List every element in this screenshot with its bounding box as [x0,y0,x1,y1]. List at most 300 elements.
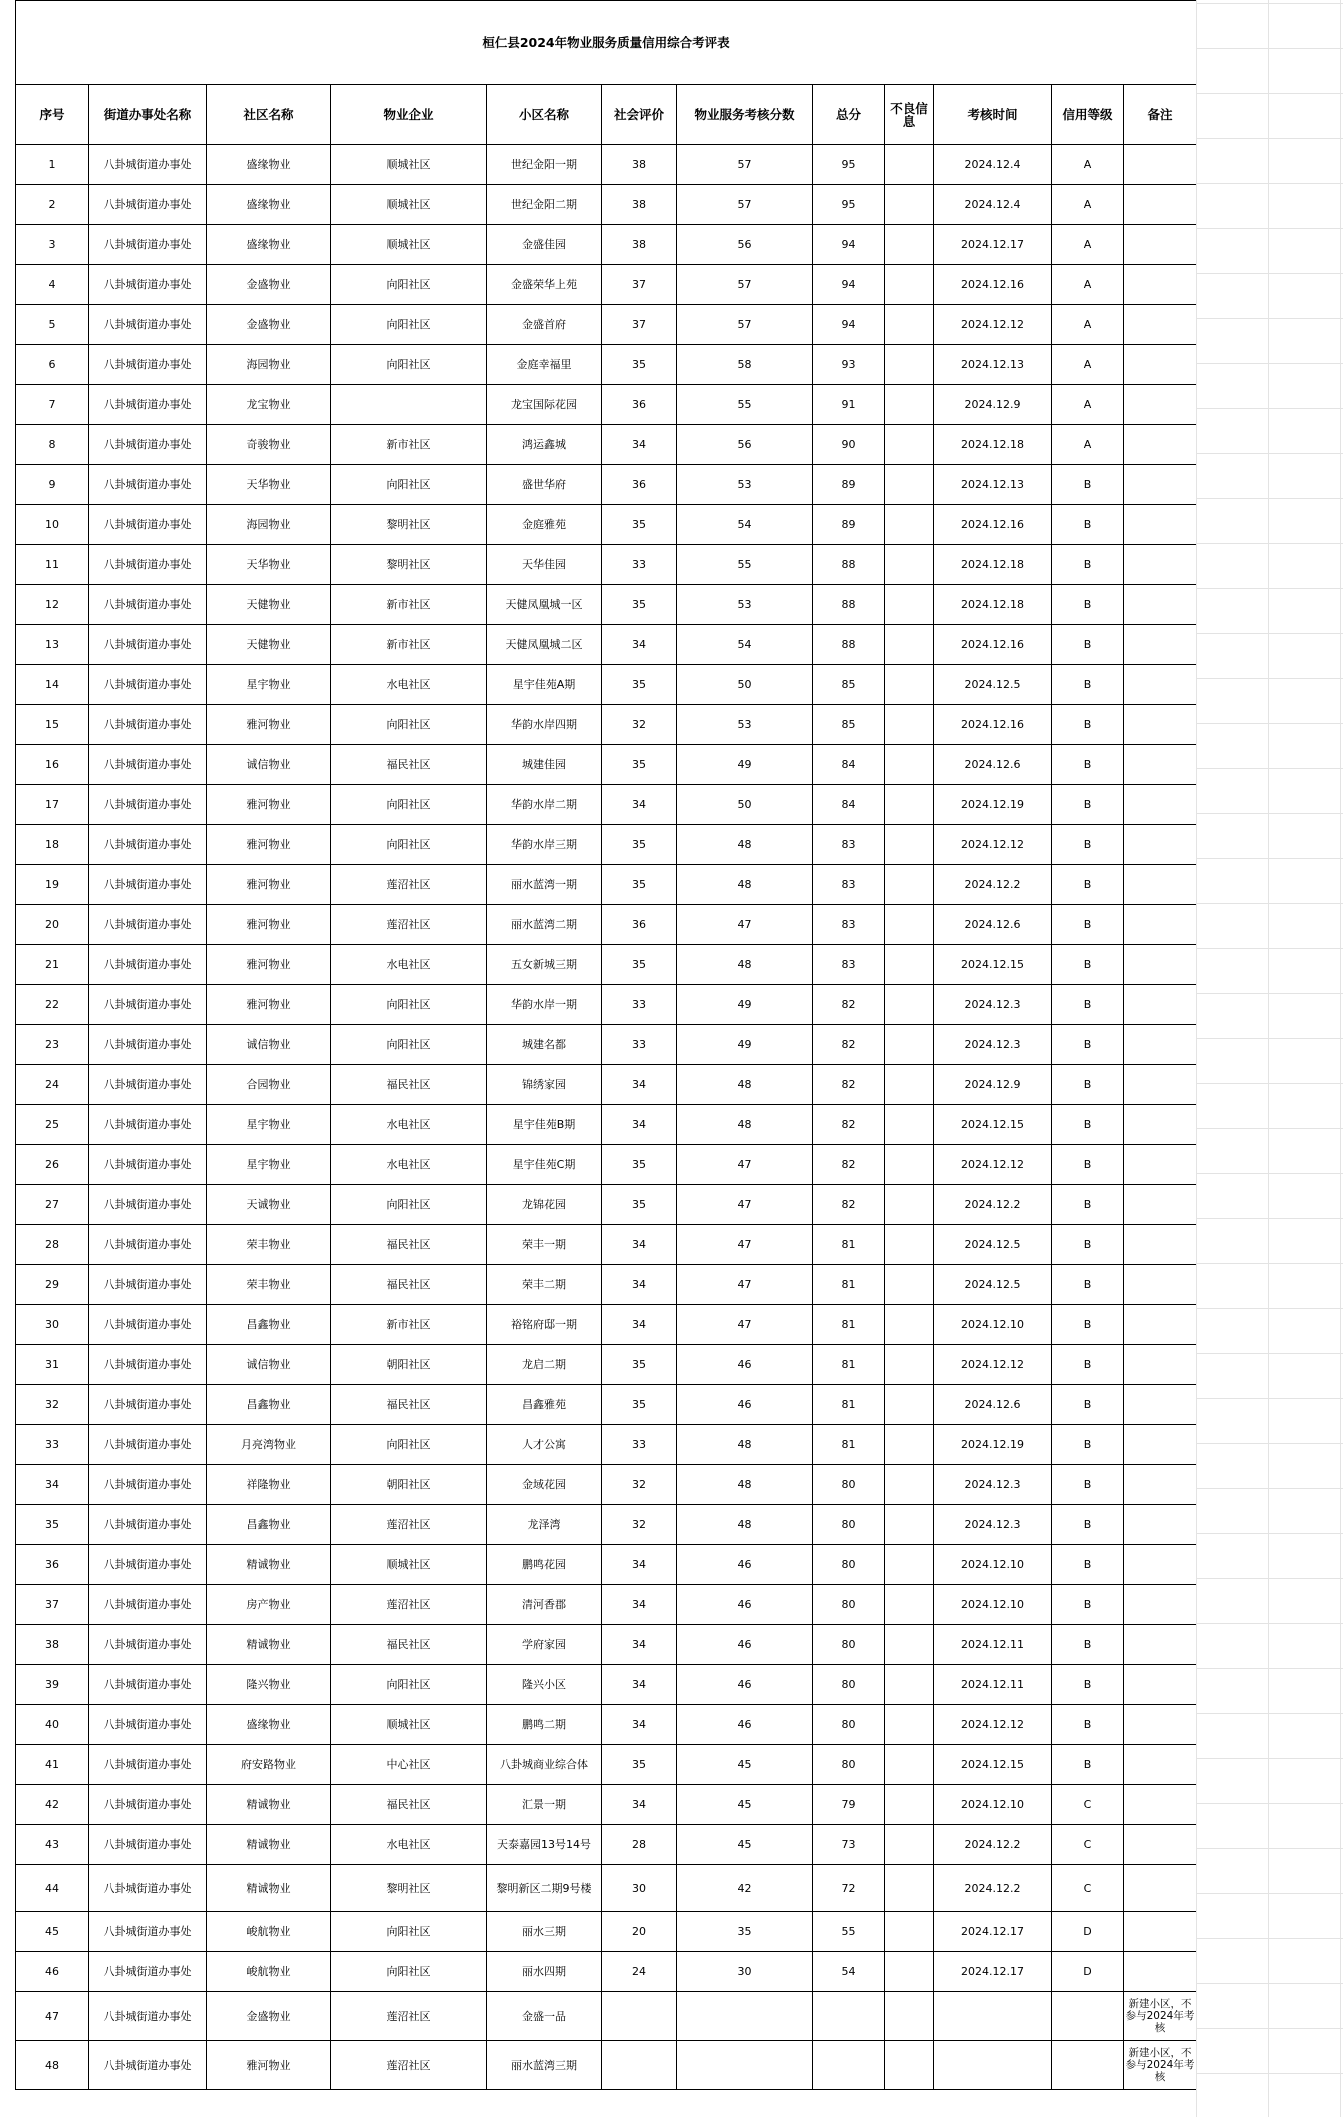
table-row [16,865,1197,905]
cell-community: 向阳社区 [331,1665,487,1705]
cell-credit-grade: B [1052,505,1124,545]
cell-total: 81 [813,1385,885,1425]
cell-remark [1124,1105,1197,1145]
cell-remark [1124,465,1197,505]
cell-estate-name: 五女新城三期 [487,945,602,985]
col-header-social-score: 社会评价 [602,85,677,145]
cell-community: 顺城社区 [331,1705,487,1745]
cell-property-company: 荣丰物业 [207,1225,331,1265]
cell-total: 84 [813,785,885,825]
cell-index: 23 [16,1025,89,1065]
cell-subdistrict: 八卦城街道办事处 [89,1665,207,1705]
cell-index: 8 [16,425,89,465]
cell-social-score: 35 [602,345,677,385]
cell-service-score: 47 [677,905,813,945]
cell-subdistrict: 八卦城街道办事处 [89,865,207,905]
cell-service-score: 48 [677,1425,813,1465]
cell-remark [1124,1265,1197,1305]
table-row [16,1505,1197,1545]
cell-eval-date: 2024.12.4 [934,185,1052,225]
cell-eval-date: 2024.12.6 [934,745,1052,785]
cell-service-score: 53 [677,465,813,505]
cell-credit-grade: B [1052,1185,1124,1225]
cell-subdistrict: 八卦城街道办事处 [89,1705,207,1745]
cell-estate-name: 丽水蓝湾三期 [487,2041,602,2090]
cell-estate-name: 锦绣家园 [487,1065,602,1105]
spreadsheet-column-divider [1268,0,1269,2117]
cell-credit-grade: B [1052,1665,1124,1705]
cell-property-company: 龙宝物业 [207,385,331,425]
cell-index: 19 [16,865,89,905]
cell-community: 福民社区 [331,1625,487,1665]
cell-eval-date: 2024.12.2 [934,865,1052,905]
cell-eval-date: 2024.12.2 [934,1865,1052,1912]
cell-total: 54 [813,1952,885,1992]
cell-estate-name: 裕铭府邸一期 [487,1305,602,1345]
cell-total: 82 [813,1185,885,1225]
col-header-index: 序号 [16,85,89,145]
cell-social-score: 34 [602,1545,677,1585]
table-row [16,1345,1197,1385]
cell-credit-grade: B [1052,945,1124,985]
cell-total: 73 [813,1825,885,1865]
cell-remark [1124,145,1197,185]
cell-estate-name: 星宇佳苑A期 [487,665,602,705]
table-row [16,1865,1197,1912]
cell-bad-record [885,825,934,865]
cell-eval-date: 2024.12.18 [934,425,1052,465]
table-row [16,1585,1197,1625]
cell-credit-grade: B [1052,1585,1124,1625]
cell-bad-record [885,425,934,465]
cell-index: 17 [16,785,89,825]
cell-estate-name: 金盛一品 [487,1992,602,2041]
cell-index: 29 [16,1265,89,1305]
cell-credit-grade: B [1052,865,1124,905]
cell-remark [1124,1952,1197,1992]
cell-subdistrict: 八卦城街道办事处 [89,1952,207,1992]
cell-subdistrict: 八卦城街道办事处 [89,465,207,505]
cell-estate-name: 学府家园 [487,1625,602,1665]
table-row [16,1145,1197,1185]
table-row [16,1385,1197,1425]
cell-social-score: 37 [602,305,677,345]
cell-subdistrict: 八卦城街道办事处 [89,625,207,665]
table-row [16,625,1197,665]
cell-community: 顺城社区 [331,1545,487,1585]
cell-remark [1124,665,1197,705]
cell-total: 80 [813,1625,885,1665]
cell-property-company: 房产物业 [207,1585,331,1625]
col-header-community: 社区名称 [207,85,331,145]
cell-bad-record [885,1665,934,1705]
cell-index: 34 [16,1465,89,1505]
cell-service-score: 46 [677,1585,813,1625]
cell-index: 37 [16,1585,89,1625]
cell-estate-name: 天华佳园 [487,545,602,585]
cell-social-score: 35 [602,865,677,905]
cell-total: 88 [813,625,885,665]
cell-bad-record [885,1225,934,1265]
cell-service-score: 57 [677,145,813,185]
table-row [16,1465,1197,1505]
cell-service-score: 47 [677,1225,813,1265]
cell-remark [1124,705,1197,745]
cell-property-company: 诚信物业 [207,1025,331,1065]
cell-service-score: 55 [677,545,813,585]
cell-bad-record [885,545,934,585]
cell-bad-record [885,1025,934,1065]
cell-credit-grade: C [1052,1825,1124,1865]
cell-service-score [677,1992,813,2041]
table-row [16,825,1197,865]
cell-social-score: 34 [602,1665,677,1705]
cell-property-company: 雅河物业 [207,905,331,945]
cell-estate-name: 金庭雅苑 [487,505,602,545]
cell-index: 43 [16,1825,89,1865]
cell-social-score: 34 [602,425,677,465]
cell-community: 黎明社区 [331,1865,487,1912]
cell-social-score: 34 [602,785,677,825]
cell-service-score: 46 [677,1345,813,1385]
cell-property-company: 精诚物业 [207,1545,331,1585]
cell-bad-record [885,1705,934,1745]
cell-total: 83 [813,905,885,945]
cell-subdistrict: 八卦城街道办事处 [89,1105,207,1145]
table-title: 桓仁县2024年物业服务质量信用综合考评表 [16,1,1197,85]
cell-property-company: 精诚物业 [207,1865,331,1912]
cell-eval-date: 2024.12.3 [934,1025,1052,1065]
cell-index: 3 [16,225,89,265]
cell-remark [1124,1385,1197,1425]
cell-eval-date: 2024.12.10 [934,1785,1052,1825]
cell-social-score: 35 [602,1385,677,1425]
cell-total: 84 [813,745,885,785]
cell-property-company: 金盛物业 [207,265,331,305]
cell-remark [1124,1225,1197,1265]
table-row [16,665,1197,705]
cell-credit-grade: A [1052,185,1124,225]
cell-bad-record [885,665,934,705]
table-row [16,1785,1197,1825]
cell-subdistrict: 八卦城街道办事处 [89,825,207,865]
cell-eval-date: 2024.12.19 [934,1425,1052,1465]
cell-service-score: 53 [677,705,813,745]
cell-eval-date: 2024.12.9 [934,385,1052,425]
cell-social-score: 34 [602,1265,677,1305]
cell-bad-record [885,585,934,625]
cell-bad-record [885,385,934,425]
cell-credit-grade: B [1052,1425,1124,1465]
cell-subdistrict: 八卦城街道办事处 [89,665,207,705]
cell-eval-date: 2024.12.16 [934,265,1052,305]
table-row [16,705,1197,745]
cell-subdistrict: 八卦城街道办事处 [89,1585,207,1625]
cell-community: 向阳社区 [331,1425,487,1465]
cell-subdistrict: 八卦城街道办事处 [89,1912,207,1952]
cell-property-company: 府安路物业 [207,1745,331,1785]
cell-estate-name: 华韵水岸二期 [487,785,602,825]
cell-total: 94 [813,225,885,265]
cell-credit-grade: B [1052,585,1124,625]
cell-estate-name: 龙启二期 [487,1345,602,1385]
cell-community: 向阳社区 [331,1025,487,1065]
cell-service-score: 46 [677,1665,813,1705]
cell-total: 90 [813,425,885,465]
cell-bad-record [885,1952,934,1992]
cell-bad-record [885,305,934,345]
cell-bad-record [885,1745,934,1785]
cell-remark [1124,905,1197,945]
cell-bad-record [885,1185,934,1225]
table-row [16,1705,1197,1745]
cell-total: 81 [813,1265,885,1305]
cell-community: 顺城社区 [331,145,487,185]
table-row [16,585,1197,625]
cell-service-score: 46 [677,1545,813,1585]
cell-property-company: 诚信物业 [207,1345,331,1385]
cell-index: 41 [16,1745,89,1785]
cell-estate-name: 金庭幸福里 [487,345,602,385]
cell-subdistrict: 八卦城街道办事处 [89,425,207,465]
table-row [16,905,1197,945]
cell-social-score: 38 [602,225,677,265]
cell-subdistrict: 八卦城街道办事处 [89,1305,207,1345]
cell-community: 向阳社区 [331,705,487,745]
cell-social-score: 32 [602,1465,677,1505]
cell-index: 5 [16,305,89,345]
cell-index: 1 [16,145,89,185]
cell-total: 81 [813,1225,885,1265]
cell-estate-name: 天健凤凰城一区 [487,585,602,625]
cell-property-company: 海园物业 [207,345,331,385]
cell-total: 82 [813,1105,885,1145]
cell-estate-name: 华韵水岸一期 [487,985,602,1025]
cell-credit-grade: B [1052,825,1124,865]
cell-bad-record [885,625,934,665]
cell-total: 82 [813,1145,885,1185]
cell-estate-name: 八卦城商业综合体 [487,1745,602,1785]
cell-total: 55 [813,1912,885,1952]
cell-service-score: 49 [677,745,813,785]
cell-social-score: 33 [602,1025,677,1065]
cell-community: 新市社区 [331,1305,487,1345]
spreadsheet-gridlines [1196,0,1343,2117]
cell-community: 向阳社区 [331,1952,487,1992]
cell-total: 89 [813,465,885,505]
cell-eval-date: 2024.12.16 [934,505,1052,545]
cell-credit-grade: B [1052,1345,1124,1385]
cell-service-score: 53 [677,585,813,625]
cell-estate-name: 汇景一期 [487,1785,602,1825]
cell-service-score: 48 [677,1065,813,1105]
cell-property-company: 雅河物业 [207,945,331,985]
cell-social-score: 35 [602,745,677,785]
cell-property-company: 星宇物业 [207,1105,331,1145]
cell-credit-grade: B [1052,1625,1124,1665]
cell-bad-record [885,1345,934,1385]
cell-remark [1124,1912,1197,1952]
cell-community: 顺城社区 [331,185,487,225]
cell-service-score: 55 [677,385,813,425]
cell-credit-grade: B [1052,545,1124,585]
table-row [16,1912,1197,1952]
cell-remark [1124,865,1197,905]
cell-total: 79 [813,1785,885,1825]
cell-social-score: 34 [602,1585,677,1625]
table-row [16,1992,1197,2041]
cell-estate-name: 世纪金阳一期 [487,145,602,185]
cell-property-company: 盛缘物业 [207,1705,331,1745]
cell-subdistrict: 八卦城街道办事处 [89,1145,207,1185]
cell-community: 向阳社区 [331,265,487,305]
cell-subdistrict: 八卦城街道办事处 [89,145,207,185]
cell-subdistrict: 八卦城街道办事处 [89,1465,207,1505]
cell-service-score: 48 [677,1465,813,1505]
table-row [16,305,1197,345]
cell-index: 48 [16,2041,89,2090]
cell-remark [1124,1745,1197,1785]
cell-remark [1124,745,1197,785]
cell-bad-record [885,1065,934,1105]
cell-estate-name: 天泰嘉园13号14号 [487,1825,602,1865]
cell-eval-date: 2024.12.2 [934,1825,1052,1865]
cell-index: 27 [16,1185,89,1225]
cell-subdistrict: 八卦城街道办事处 [89,705,207,745]
cell-index: 24 [16,1065,89,1105]
cell-eval-date: 2024.12.17 [934,1912,1052,1952]
col-header-total: 总分 [813,85,885,145]
col-header-subdistrict: 街道办事处名称 [89,85,207,145]
cell-estate-name: 天健凤凰城二区 [487,625,602,665]
cell-bad-record [885,1912,934,1952]
cell-property-company: 雅河物业 [207,825,331,865]
cell-community: 福民社区 [331,745,487,785]
cell-subdistrict: 八卦城街道办事处 [89,1992,207,2041]
cell-community: 水电社区 [331,1105,487,1145]
cell-subdistrict: 八卦城街道办事处 [89,1785,207,1825]
cell-service-score: 49 [677,1025,813,1065]
cell-bad-record [885,1585,934,1625]
cell-estate-name: 鹏鸣花园 [487,1545,602,1585]
cell-credit-grade: B [1052,1305,1124,1345]
cell-bad-record [885,1425,934,1465]
cell-subdistrict: 八卦城街道办事处 [89,1425,207,1465]
cell-subdistrict: 八卦城街道办事处 [89,2041,207,2090]
cell-total: 85 [813,705,885,745]
cell-index: 30 [16,1305,89,1345]
cell-community: 福民社区 [331,1065,487,1105]
cell-property-company: 盛缘物业 [207,185,331,225]
cell-bad-record [885,225,934,265]
cell-total: 80 [813,1745,885,1785]
cell-property-company: 祥隆物业 [207,1465,331,1505]
cell-bad-record [885,785,934,825]
cell-index: 45 [16,1912,89,1952]
cell-index: 38 [16,1625,89,1665]
table-row [16,225,1197,265]
cell-credit-grade: B [1052,1745,1124,1785]
cell-estate-name: 盛世华府 [487,465,602,505]
cell-subdistrict: 八卦城街道办事处 [89,265,207,305]
cell-social-score: 30 [602,1865,677,1912]
cell-remark [1124,225,1197,265]
cell-service-score: 48 [677,1105,813,1145]
cell-social-score: 35 [602,945,677,985]
cell-subdistrict: 八卦城街道办事处 [89,1385,207,1425]
cell-property-company: 峻航物业 [207,1952,331,1992]
cell-eval-date: 2024.12.4 [934,145,1052,185]
cell-credit-grade: A [1052,345,1124,385]
cell-service-score: 58 [677,345,813,385]
cell-property-company: 隆兴物业 [207,1665,331,1705]
cell-estate-name: 华韵水岸四期 [487,705,602,745]
cell-credit-grade: B [1052,705,1124,745]
cell-community: 莲沼社区 [331,1585,487,1625]
cell-service-score: 54 [677,625,813,665]
cell-credit-grade: C [1052,1865,1124,1912]
cell-estate-name: 龙宝国际花园 [487,385,602,425]
cell-estate-name: 丽水蓝湾一期 [487,865,602,905]
cell-property-company: 雅河物业 [207,865,331,905]
cell-social-score: 34 [602,1305,677,1345]
cell-remark [1124,625,1197,665]
cell-eval-date [934,2041,1052,2090]
cell-bad-record [885,145,934,185]
table-row [16,345,1197,385]
cell-credit-grade: B [1052,1545,1124,1585]
cell-social-score: 35 [602,585,677,625]
cell-property-company: 星宇物业 [207,1145,331,1185]
table-row [16,1305,1197,1345]
cell-credit-grade: A [1052,425,1124,465]
cell-service-score: 47 [677,1145,813,1185]
table-row [16,385,1197,425]
cell-estate-name: 丽水四期 [487,1952,602,1992]
cell-index: 26 [16,1145,89,1185]
table-row [16,1745,1197,1785]
cell-estate-name: 金盛首府 [487,305,602,345]
cell-index: 28 [16,1225,89,1265]
cell-community: 中心社区 [331,1745,487,1785]
cell-bad-record [885,505,934,545]
cell-subdistrict: 八卦城街道办事处 [89,1065,207,1105]
cell-service-score: 48 [677,825,813,865]
cell-total: 72 [813,1865,885,1912]
cell-service-score: 47 [677,1265,813,1305]
cell-index: 21 [16,945,89,985]
cell-remark [1124,1505,1197,1545]
cell-index: 33 [16,1425,89,1465]
cell-community: 向阳社区 [331,1912,487,1952]
cell-credit-grade: D [1052,1952,1124,1992]
cell-bad-record [885,1505,934,1545]
cell-service-score: 49 [677,985,813,1025]
cell-community: 向阳社区 [331,345,487,385]
cell-community: 莲沼社区 [331,865,487,905]
cell-eval-date: 2024.12.2 [934,1185,1052,1225]
cell-credit-grade [1052,1992,1124,2041]
cell-estate-name: 隆兴小区 [487,1665,602,1705]
cell-index: 4 [16,265,89,305]
cell-bad-record [885,865,934,905]
cell-social-score: 28 [602,1825,677,1865]
cell-social-score: 36 [602,385,677,425]
cell-estate-name: 华韵水岸三期 [487,825,602,865]
table-body [16,145,1197,2090]
cell-social-score: 33 [602,985,677,1025]
cell-subdistrict: 八卦城街道办事处 [89,1025,207,1065]
